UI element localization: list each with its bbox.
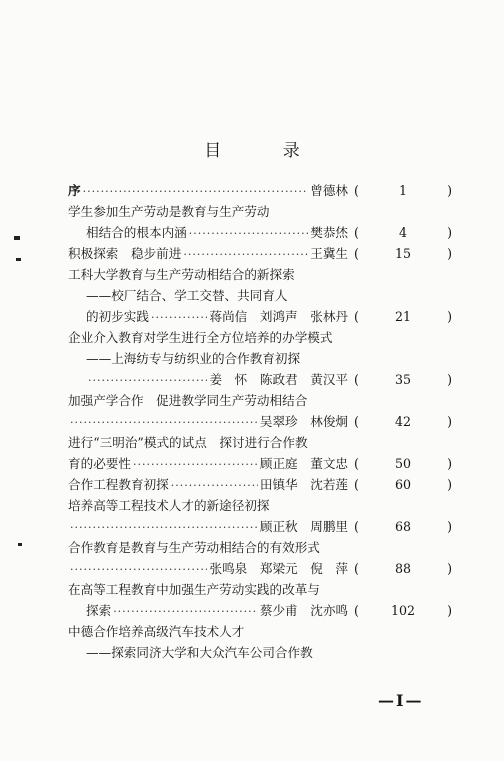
toc-line xyxy=(68,348,452,369)
toc-entry-page xyxy=(354,519,452,534)
toc-line xyxy=(68,432,452,453)
dot-leader xyxy=(133,458,258,471)
toc-line xyxy=(68,558,452,579)
page-number: 88 xyxy=(394,561,412,576)
page-number: 21 xyxy=(394,309,412,324)
toc-line xyxy=(68,285,452,306)
toc-line xyxy=(68,243,452,264)
toc-entry-page xyxy=(354,603,452,618)
toc-line xyxy=(68,306,452,327)
scan-speck xyxy=(16,258,21,261)
toc-entry-title: 积极探索 稳步前进 xyxy=(68,246,182,261)
toc-line xyxy=(68,222,452,243)
close-paren: ) xyxy=(447,519,452,534)
page-number: 1 xyxy=(398,183,407,198)
toc-entry-title: 中德合作培养高级汽车技术人才 xyxy=(68,624,245,639)
close-paren: ) xyxy=(447,603,452,618)
open-paren: ( xyxy=(354,372,359,387)
toc-entry-title: 的初步实践 xyxy=(86,309,149,324)
toc-entry-authors: 田镇华 沈若莲 xyxy=(259,477,348,492)
open-paren: ( xyxy=(354,225,359,240)
page-title: 目 录 xyxy=(204,141,328,161)
open-paren: ( xyxy=(354,561,359,576)
close-paren: ) xyxy=(447,309,452,324)
dot-leader xyxy=(70,563,207,576)
toc-line xyxy=(68,621,452,642)
toc-entry-title: 进行“三明治”模式的试点 探讨进行合作教 xyxy=(68,435,308,450)
toc-entry-title: 育的必要性 xyxy=(68,456,131,471)
page-number: 68 xyxy=(394,519,412,534)
toc-line xyxy=(68,327,452,348)
toc-entry-title: 探索 xyxy=(86,603,112,618)
toc-entry-page xyxy=(354,372,452,387)
dot-leader xyxy=(88,374,207,387)
page-number: 4 xyxy=(398,225,407,240)
toc-entry-title: ——校厂结合、学工交替、共同育人 xyxy=(86,288,288,303)
toc-entry-title: 在高等工程教育中加强生产劳动实践的改革与 xyxy=(68,582,320,597)
toc-entry-authors: 吴翠珍 林俊炯 xyxy=(259,414,348,429)
toc-entry-page xyxy=(354,309,452,324)
page-number: 42 xyxy=(394,414,412,429)
toc-entry-authors: 姜 怀 陈政君 黄汉平 xyxy=(209,372,348,387)
toc-line xyxy=(68,537,452,558)
scan-speck xyxy=(18,543,22,546)
toc-entry-title: ——上海纺专与纺织业的合作教育初探 xyxy=(86,351,301,366)
page-number: 102 xyxy=(390,603,416,618)
toc-line xyxy=(68,453,452,474)
close-paren: ) xyxy=(447,372,452,387)
toc-line xyxy=(68,600,452,621)
toc-line xyxy=(68,579,452,600)
toc-entry-page xyxy=(354,183,452,198)
toc-entry-page xyxy=(354,414,452,429)
dot-leader xyxy=(83,185,309,198)
toc-entry-title: 企业介入教育对学生进行全方位培养的办学模式 xyxy=(68,330,333,345)
toc-entry-authors: 张鸣泉 郑梁元 倪 萍 xyxy=(209,561,348,576)
toc-line xyxy=(68,411,452,432)
toc-entry-title: 加强产学合作 促进教学同生产劳动相结合 xyxy=(68,393,308,408)
scan-speck xyxy=(14,236,20,240)
toc-line xyxy=(68,369,452,390)
toc-entry-authors: 顾正庭 董文忠 xyxy=(259,456,348,471)
toc-entry-authors: 王冀生 xyxy=(310,246,348,261)
close-paren: ) xyxy=(447,414,452,429)
dot-leader xyxy=(70,416,258,429)
close-paren: ) xyxy=(447,477,452,492)
toc-entry-page xyxy=(354,561,452,576)
toc-line xyxy=(68,642,452,663)
dot-leader xyxy=(70,521,258,534)
toc-entry-title: ——探索同济大学和大众汽车公司合作教 xyxy=(86,645,313,660)
toc-line xyxy=(68,495,452,516)
open-paren: ( xyxy=(354,477,359,492)
dot-leader xyxy=(151,311,208,324)
toc-entry-page xyxy=(354,477,452,492)
toc-entry-authors: 蒋尚信 刘鸿声 张林丹 xyxy=(209,309,348,324)
open-paren: ( xyxy=(354,414,359,429)
page-number: 60 xyxy=(394,477,412,492)
close-paren: ) xyxy=(447,561,452,576)
page-number-footer: —I— xyxy=(378,691,424,710)
open-paren: ( xyxy=(354,519,359,534)
open-paren: ( xyxy=(354,456,359,471)
toc-entry-title: 合作工程教育初探 xyxy=(68,477,169,492)
toc-entry-title: 工科大学教育与生产劳动相结合的新探索 xyxy=(68,267,295,282)
toc-entry-page xyxy=(354,246,452,261)
table-of-contents xyxy=(68,180,452,663)
toc-entry-authors: 樊恭烋 xyxy=(310,225,348,240)
open-paren: ( xyxy=(354,603,359,618)
toc-entry-title: 培养高等工程技术人才的新途径初探 xyxy=(68,498,270,513)
toc-line xyxy=(68,201,452,222)
toc-entry-authors: 顾正秋 周鹏里 xyxy=(259,519,348,534)
dot-leader xyxy=(189,227,308,240)
toc-line xyxy=(68,474,452,495)
close-paren: ) xyxy=(447,456,452,471)
dot-leader xyxy=(113,605,258,618)
toc-entry-authors: 曾德林 xyxy=(310,183,348,198)
toc-line xyxy=(68,180,452,201)
dot-leader xyxy=(183,248,308,261)
toc-entry-page xyxy=(354,456,452,471)
close-paren: ) xyxy=(447,225,452,240)
dot-leader xyxy=(171,479,258,492)
toc-entry-page xyxy=(354,225,452,240)
page-number: 35 xyxy=(394,372,412,387)
close-paren: ) xyxy=(447,246,452,261)
toc-line xyxy=(68,390,452,411)
close-paren: ) xyxy=(447,183,452,198)
open-paren: ( xyxy=(354,309,359,324)
toc-entry-authors: 蔡少甫 沈亦鸣 xyxy=(259,603,348,618)
toc-entry-title: 相结合的根本内涵 xyxy=(86,225,187,240)
open-paren: ( xyxy=(354,246,359,261)
toc-line xyxy=(68,264,452,285)
toc-entry-title: 合作教育是教育与生产劳动相结合的有效形式 xyxy=(68,540,320,555)
toc-line xyxy=(68,516,452,537)
toc-entry-title: 学生参加生产劳动是教育与生产劳动 xyxy=(68,204,270,219)
toc-entry-title: 序 xyxy=(68,183,81,198)
open-paren: ( xyxy=(354,183,359,198)
page-number: 15 xyxy=(394,246,412,261)
page-number: 50 xyxy=(394,456,412,471)
